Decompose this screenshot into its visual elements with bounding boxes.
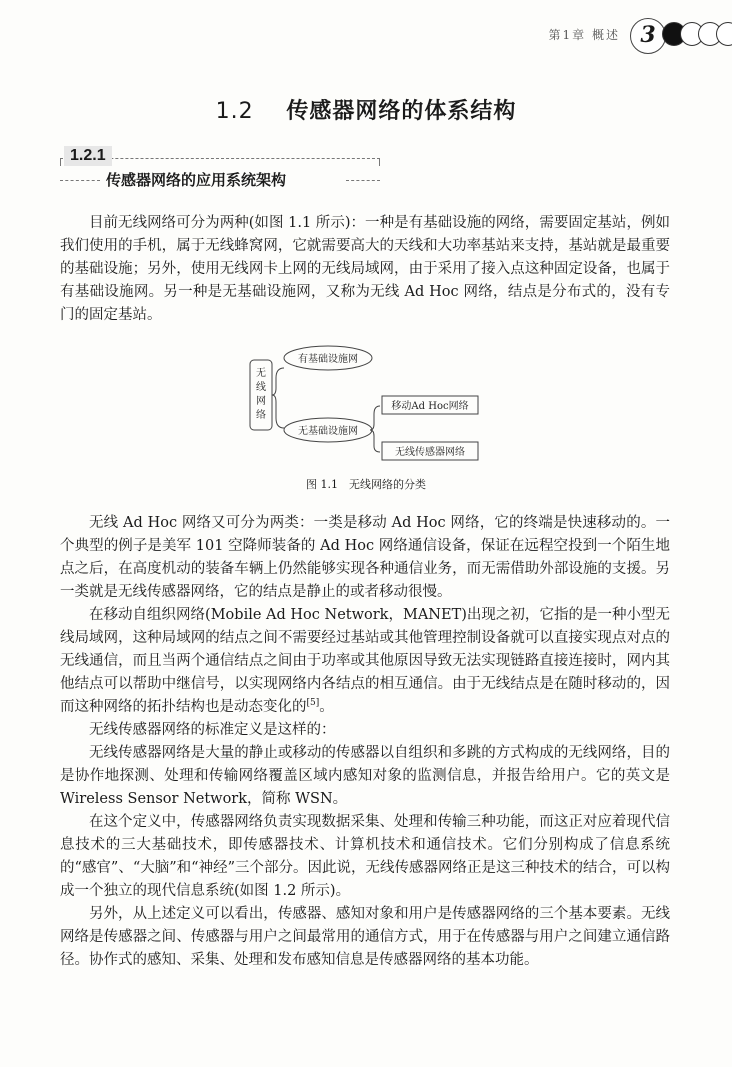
paragraph: 目前无线网络可分为两种(如图 1.1 所示)：一种是有基础设施的网络，需要固定基站，例如我们使用的手机，属于无线蜂窝网，它就需要高大的天线和大功率基站来支持，基站就是最重要的基础设施；另外，使用无线网卡上网的无线局域网，由于采用了接入点这种固定设备，也属于有基础设施网。另一种是无基础设施网，又称为无线 Ad Hoc 网络，结点是分布式的，没有专门的固定基站。 — [60, 215, 670, 323]
running-head — [549, 26, 620, 43]
leaf-sensor-label: 无线传感器网络 — [395, 447, 465, 458]
dashed-rule-tick — [379, 158, 380, 166]
citation: [5] — [306, 698, 320, 709]
paragraph: 另外，从上述定义可以看出，传感器、感知对象和用户是传感器网络的三个基本要素。无线网络是传感器之间、传感器与用户之间最常用的通信方式，用于在传感器与用户之间建立通信路径。协作式的感知、采集、处理和发布感知信息是传感器网络的基本功能。 — [60, 906, 670, 968]
classification-diagram — [240, 338, 490, 468]
root-char: 网 — [256, 396, 266, 407]
page-number: 3 — [630, 18, 666, 54]
section-heading — [0, 94, 732, 125]
dashed-rule — [346, 180, 380, 181]
leaf-mobile-label: 移动Ad Hoc网络 — [391, 401, 469, 412]
paragraph: 无线传感器网络的标准定义是这样的： — [89, 722, 336, 738]
figure-caption: 图 1.1 无线网络的分类 — [306, 478, 426, 491]
page-header — [432, 14, 732, 58]
root-label — [256, 367, 266, 421]
paragraph: 无线 Ad Hoc 网络又可分为两类：一类是移动 Ad Hoc 网络，它的终端是快速移动的。一个典型的例子是美军 101 空降师装备的 Ad Hoc 网络通信设备，保证在远程空投到一个陌生地点之后，在高度机动的装备车辆上仍然能够实现各种通信业务，而无需借助外部设施的支援。另一类就是无线传感器网络，它的结点是静止的或者移动很慢。 — [60, 515, 670, 600]
paragraph-text: 在移动自组织网络(Mobile Ad Hoc Network，MANET)出现之初，它指的是一种小型无线局域网，这种局域网的结点之间不需要经过基站或其他管理控制设备就可以直接实现点对点的无线通信，而且当两个通信结点之间由于功率或其他原因导致无法实现链路直接连接时，网内其他结点可以帮助中继信号，以实现网络内各结点的相互通信。由于无线结点是在随时移动的，因而这种网络的拓扑结构也是动态变化的 — [60, 607, 670, 715]
root-char: 线 — [256, 382, 266, 393]
section-number: 1.2 — [215, 99, 254, 124]
paragraph — [60, 604, 670, 719]
subsection-heading — [60, 146, 380, 192]
root-char: 络 — [256, 410, 266, 421]
paragraph-end: 。 — [319, 699, 334, 715]
paragraph: 在这个定义中，传感器网络负责实现数据采集、处理和传输三种功能，而这正对应着现代信息技术的三大基础技术，即传感器技术、计算机技术和通信技术。它们分别构成了信息系统的“感官”、“大脑”和“神经”三个部分。因此说，无线传感器网络正是这三种技术的结合，可以构成一个独立的现代信息系统(如图 1.2 所示)。 — [60, 814, 670, 899]
node-no-infra-label: 无基础设施网 — [298, 426, 358, 437]
brace-root — [272, 368, 284, 428]
root-char: 无 — [256, 368, 266, 379]
dashed-rule — [60, 180, 100, 181]
figure-wireless-network-classification — [240, 338, 490, 468]
subsection-title: 传感器网络的应用系统架构 — [106, 171, 287, 189]
paragraph: 无线传感器网络是大量的静止或移动的传感器以自组织和多跳的方式构成的无线网络，目的是协作地探测、处理和传输网络覆盖区域内感知对象的监测信息，并报告给用户。它的英文是 Wireless Sensor Network，简称 WSN。 — [60, 745, 670, 807]
dashed-rule-tick — [60, 158, 61, 166]
chapter-label: 第1章 — [548, 28, 587, 42]
node-infra-label: 有基础设施网 — [298, 354, 358, 365]
section-title: 传感器网络的体系结构 — [286, 99, 517, 124]
subsection-number: 1.2.1 — [64, 146, 112, 166]
chapter-title: 概述 — [591, 28, 620, 42]
